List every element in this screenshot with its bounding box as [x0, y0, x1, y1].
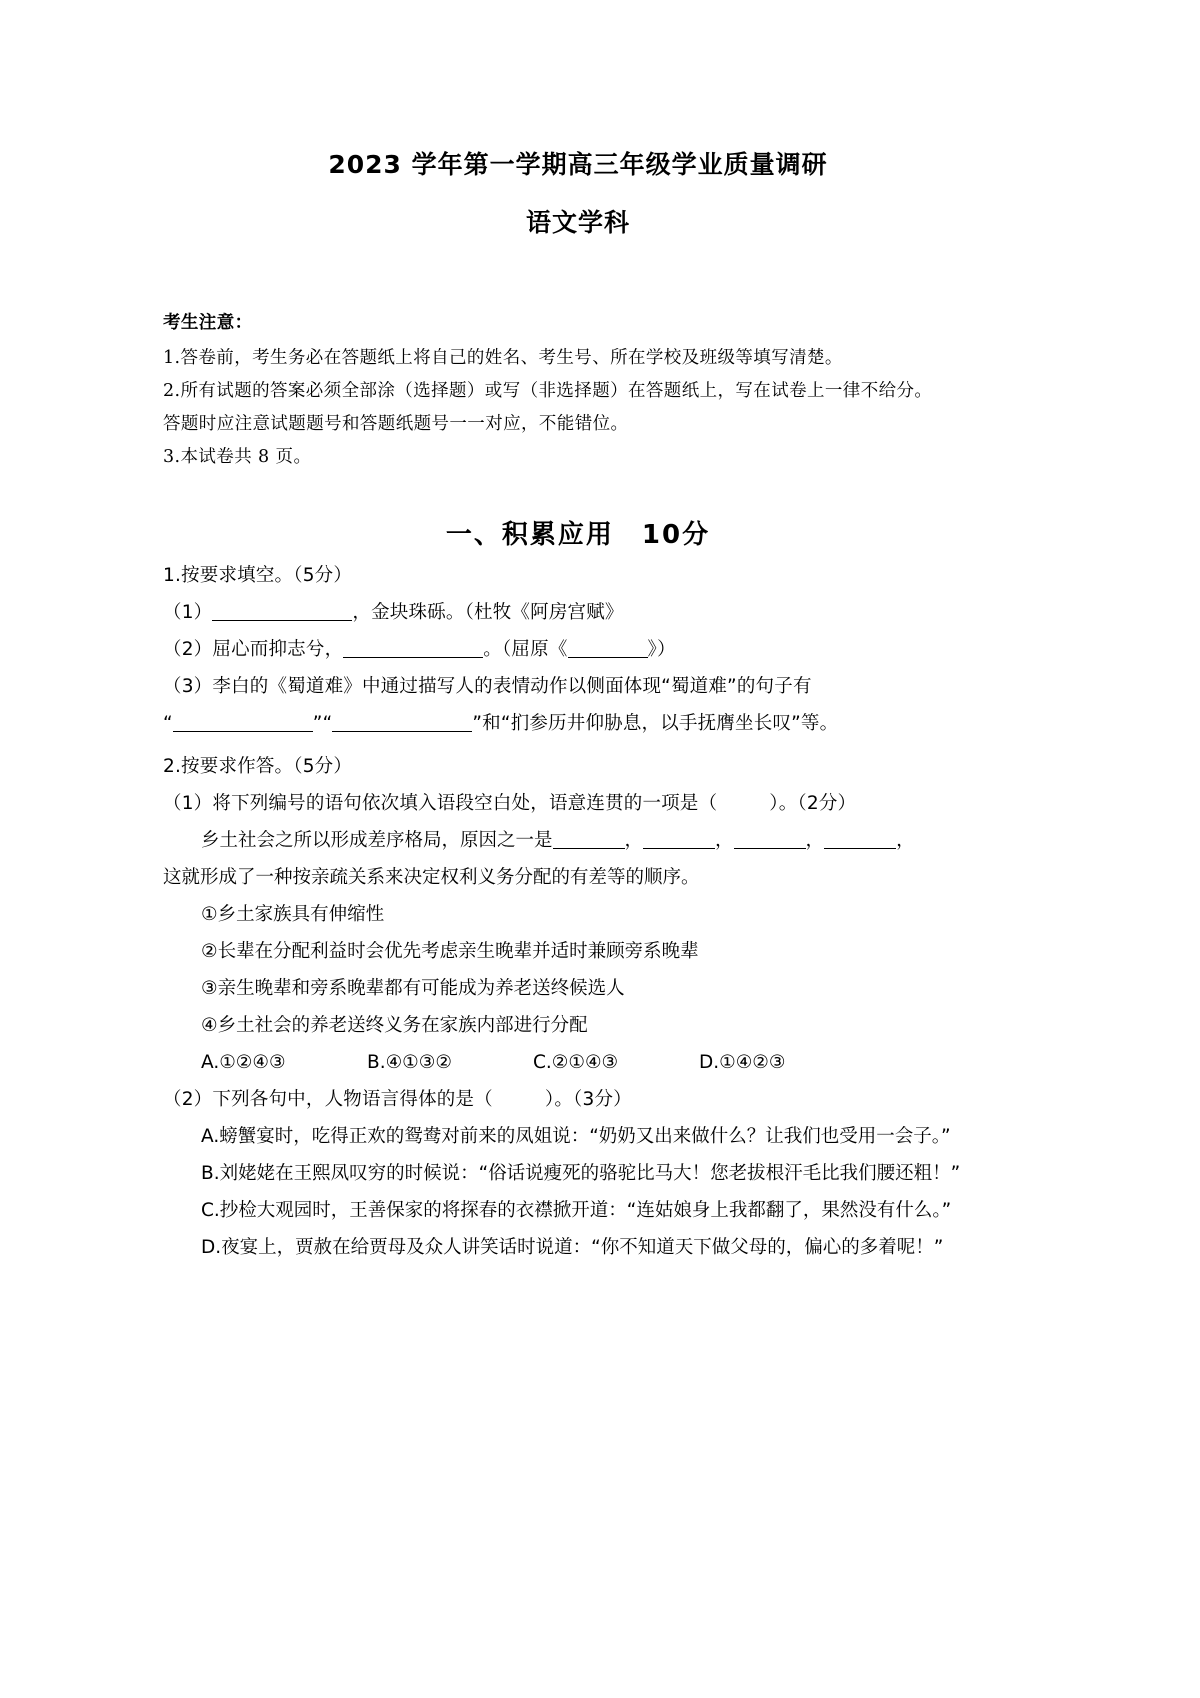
section-heading: 一、积累应用 10分 [445, 520, 711, 550]
notice-line-4: 3.本试卷共 8 页。 [163, 447, 312, 467]
question-1-stem: 1.按要求填空。（5分） [163, 565, 353, 586]
notice-line-3: 答题时应注意试题题号和答题纸题号一一对应，不能错位。 [163, 414, 629, 434]
option-item-a[interactable]: A.螃蟹宴时，吃得正欢的鸳鸯对前来的凤姐说：“奶奶又出来做什么？让我们也受用一会子。” [201, 1126, 951, 1147]
choice-d[interactable]: D.①④②③ [699, 1052, 786, 1073]
q1-item2-prefix: （2）屈心而抑志兮， [163, 639, 344, 660]
q1-item3-quote-close: ”和“扪参历井仰胁息，以手抚膺坐长叹”等。 [472, 713, 839, 734]
fill-blank[interactable] [553, 848, 625, 849]
q1-item3-quote-mid: ”“ [312, 713, 333, 734]
choice-c[interactable]: C.②①④③ [533, 1052, 619, 1073]
candidate-notice [163, 307, 993, 474]
fill-blank[interactable] [332, 731, 472, 732]
fill-blank[interactable] [212, 620, 352, 621]
q2-sub2-prompt-a: （2）下列各句中，人物语言得体的是（ [163, 1089, 493, 1110]
fill-blank[interactable] [568, 657, 648, 658]
list-item: ②长辈在分配利益时会优先考虑亲生晚辈并适时兼顾旁系晚辈 [201, 941, 699, 962]
option-item-c[interactable]: C.抄检大观园时，王善保家的将探春的衣襟掀开道：“连姑娘身上我都翻了，果然没有什么。” [201, 1200, 952, 1221]
question-1-item-3-line-2 [163, 705, 993, 742]
question-2-stem: 2.按要求作答。（5分） [163, 756, 353, 777]
notice-line-2: 2.所有试题的答案必须全部涂（选择题）或写（非选择题）在答题纸上，写在试卷上一律不给分。 [163, 381, 933, 401]
q1-item3-quote-open: “ [163, 713, 173, 734]
fill-blank[interactable] [643, 848, 715, 849]
fill-blank[interactable] [173, 731, 313, 732]
page-title: 2023 学年第一学期高三年级学业质量调研 [328, 150, 828, 179]
question-2-sub-1-prompt [163, 785, 993, 822]
option-item-b[interactable]: B.刘姥姥在王熙凤叹穷的时候说：“俗话说瘦死的骆驼比马大！您老拔根汗毛比我们腰还粗！” [201, 1163, 961, 1184]
choice-b[interactable]: B.④①③② [367, 1052, 452, 1073]
q1-item1-prefix: （1） [163, 602, 213, 623]
list-item: ③亲生晚辈和旁系晚辈都有可能成为养老送终候选人 [201, 978, 625, 999]
passage-text-a: 乡土社会之所以形成差序格局，原因之一是 [201, 830, 553, 851]
question-1-item-1 [163, 594, 993, 631]
list-item: ④乡土社会的养老送终义务在家族内部进行分配 [201, 1015, 588, 1036]
list-item: ①乡土家族具有伸缩性 [201, 904, 385, 925]
question-1-item-2 [163, 631, 993, 668]
passage-sep-2: ， [715, 830, 734, 851]
q2-sub1-prompt-b: ）。（2分） [769, 793, 857, 814]
notice-heading: 考生注意： [163, 313, 253, 333]
q1-item2-text: 。（屈原《 [483, 639, 568, 660]
question-2-passage [163, 822, 993, 859]
choice-a[interactable]: A.①②④③ [201, 1052, 286, 1073]
question-2-sub-1-choices [163, 1044, 993, 1081]
option-item-d[interactable]: D.夜宴上，贾赦在给贾母及众人讲笑话时说道：“你不知道天下做父母的，偏心的多着呢！” [201, 1237, 944, 1258]
q1-item2-tail: 》） [647, 639, 676, 660]
passage-sep-4: ， [896, 830, 915, 851]
q2-sub2-prompt-b: ）。（3分） [544, 1089, 632, 1110]
passage-sep-3: ， [805, 830, 825, 851]
fill-blank[interactable] [734, 848, 806, 849]
page-subtitle: 语文学科 [525, 208, 630, 237]
fill-blank[interactable] [343, 657, 483, 658]
question-2-sub-2-prompt [163, 1081, 993, 1118]
fill-blank[interactable] [824, 848, 896, 849]
q2-sub1-prompt-a: （1）将下列编号的语句依次填入语段空白处，语意连贯的一项是（ [163, 793, 718, 814]
question-2-passage-tail: 这就形成了一种按亲疏关系来决定权利义务分配的有差等的顺序。 [163, 867, 700, 888]
q1-item1-text: ，金块珠砾。（杜牧《阿房宫赋》 [352, 602, 624, 623]
question-1-item-3-line-1: （3）李白的《蜀道难》中通过描写人的表情动作以侧面体现“蜀道难”的句子有 [163, 676, 812, 697]
page-content [163, 0, 993, 1266]
notice-line-1: 1.答卷前，考生务必在答题纸上将自己的姓名、考生号、所在学校及班级等填写清楚。 [163, 348, 843, 368]
passage-sep-1: ， [624, 830, 644, 851]
